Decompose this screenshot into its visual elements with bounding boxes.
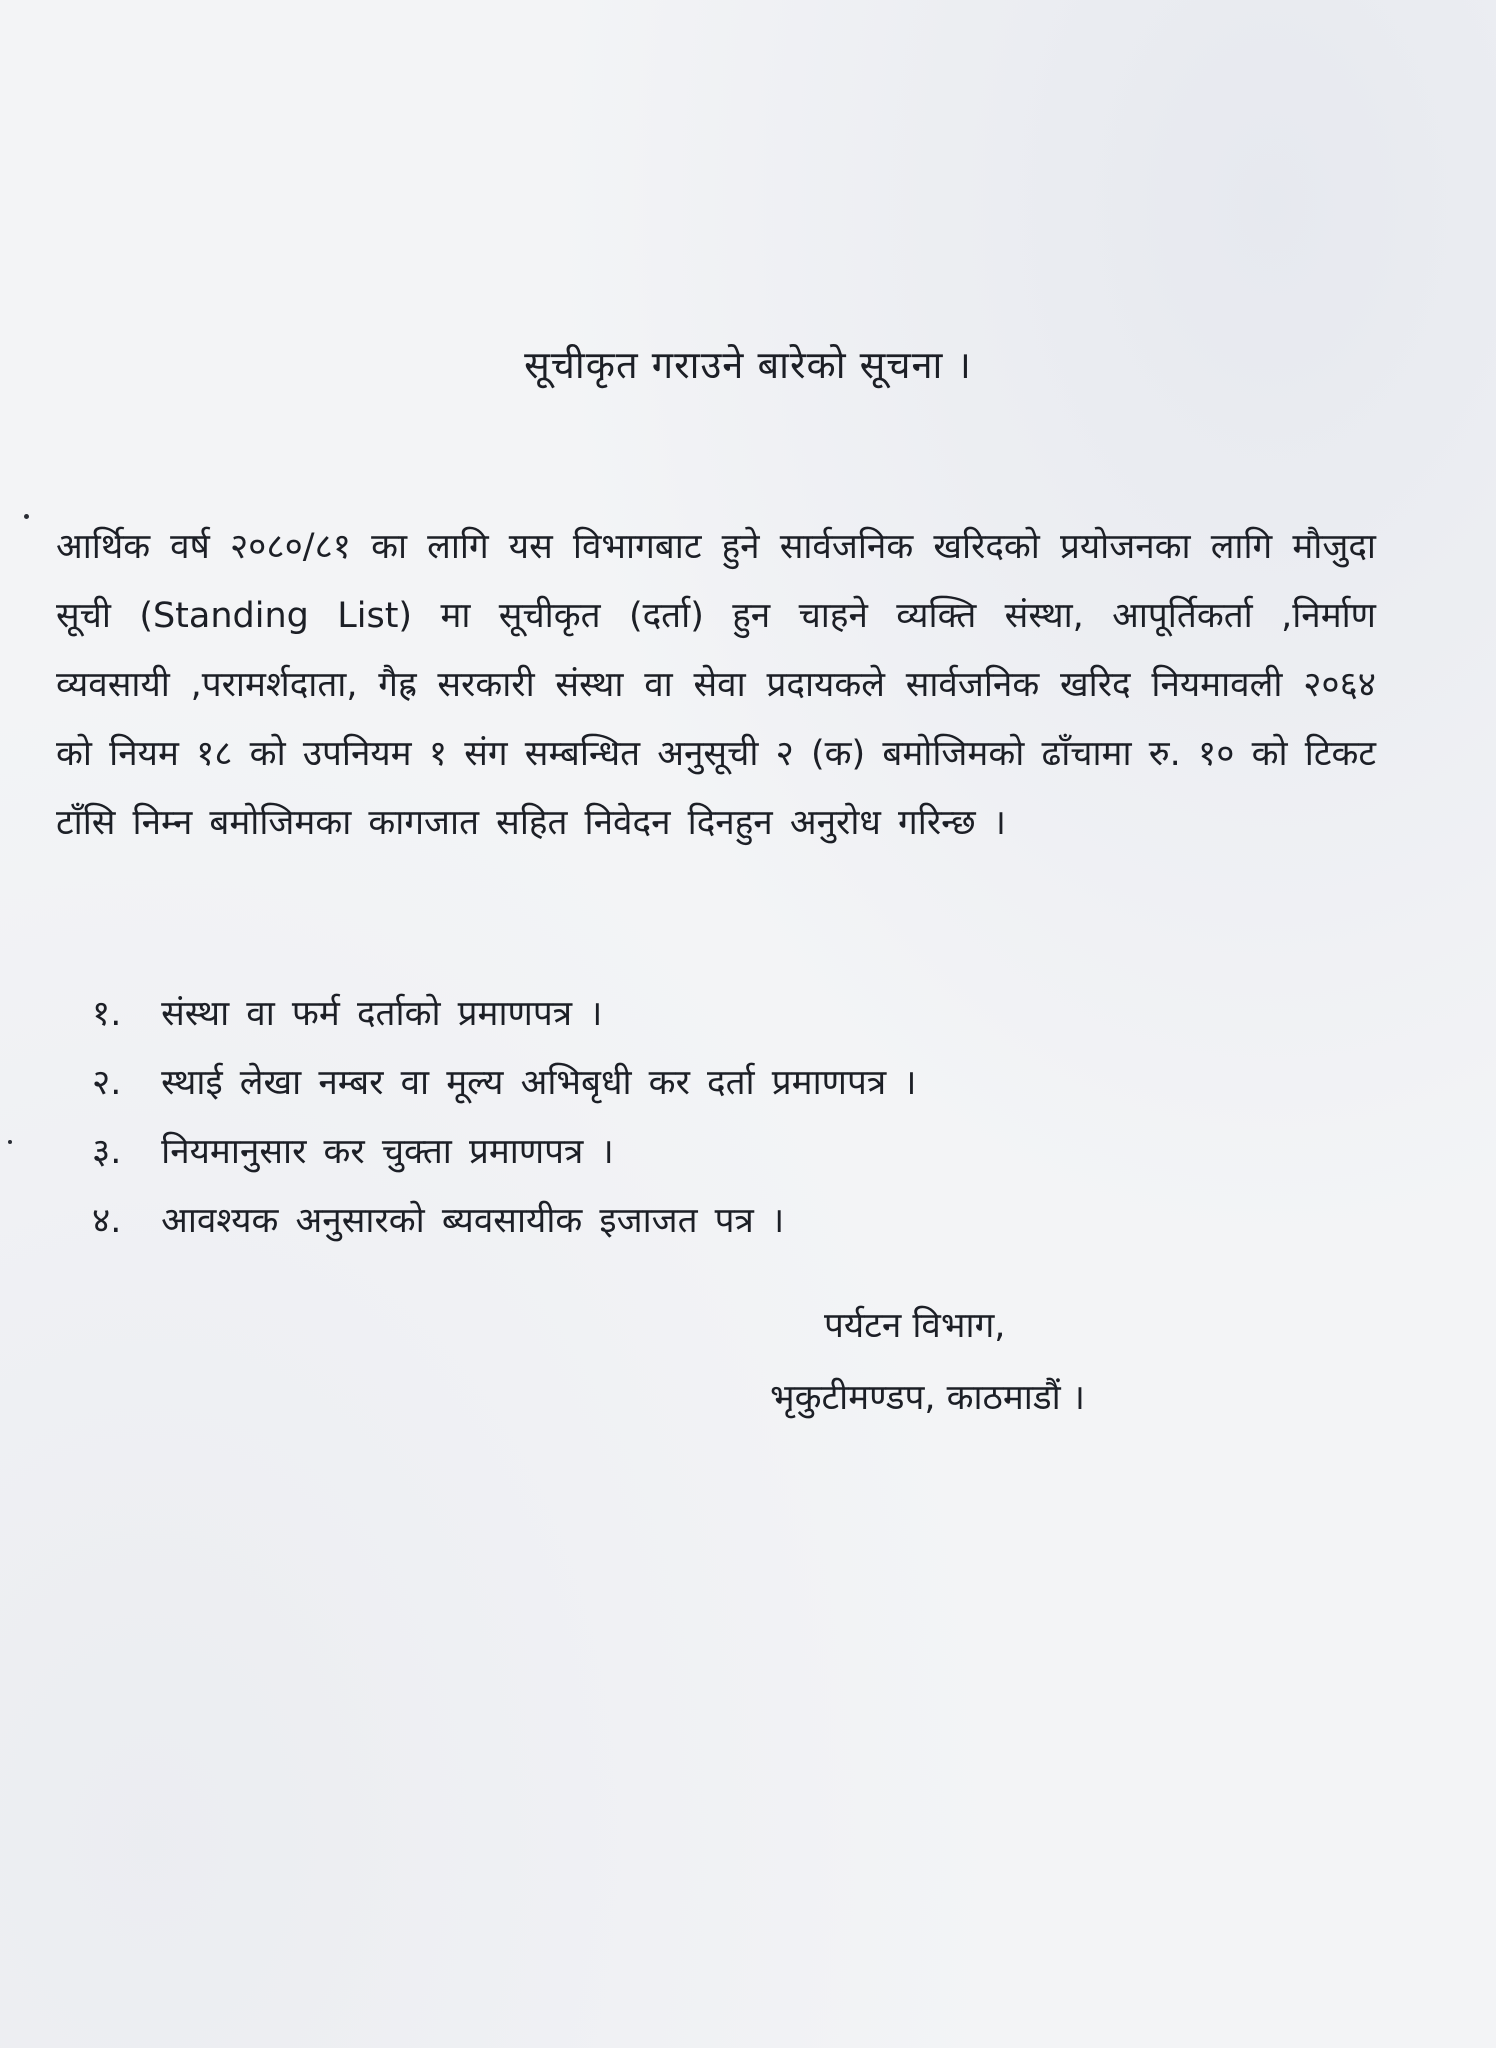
list-item-text: नियमानुसार कर चुक्ता प्रमाणपत्र । xyxy=(161,1132,614,1172)
list-item xyxy=(92,1118,1292,1187)
signature-block xyxy=(770,1290,1085,1434)
notice-title: सूचीकृत गराउने बारेको सूचना । xyxy=(524,343,972,387)
list-item-number: ४. xyxy=(92,1201,122,1241)
required-documents-list xyxy=(92,980,1292,1256)
list-item-number: १. xyxy=(92,994,122,1034)
list-item-number: ३. xyxy=(92,1132,122,1172)
list-item xyxy=(92,980,1292,1049)
notice-body-paragraph: आर्थिक वर्ष २०८०/८१ का लागि यस विभागबाट हुने सार्वजनिक खरिदको प्रयोजनका लागि मौजुदा सूची (Standing List) मा सूचीकृत (दर्ता) हुन चाहने व्यक्ति संस्था, आपूर्तिकर्ता ,निर्माण व्यवसायी ,परामर्शदाता, गैह्र सरकारी संस्था वा सेवा प्रदायकले सार्वजनिक खरिद नियमावली २०६४ को नियम १८ को उपनियम १ संग सम्बन्धित अनुसूची २ (क) बमोजिमको ढाँचामा रु. १० को टिकट टाँसि निम्न बमोजिमका कागजात सहित निवेदन दिनहुन अनुरोध गरिन्छ । xyxy=(56,527,1376,843)
list-item xyxy=(92,1049,1292,1118)
margin-dot-mark xyxy=(8,1140,12,1144)
list-item xyxy=(92,1187,1292,1256)
bullet-dot-mark xyxy=(24,514,29,519)
list-item-text: संस्था वा फर्म दर्ताको प्रमाणपत्र । xyxy=(161,994,603,1034)
list-item-number: २. xyxy=(92,1063,122,1103)
signature-office: पर्यटन विभाग, xyxy=(824,1306,1006,1346)
list-item-text: आवश्यक अनुसारको ब्यवसायीक इजाजत पत्र । xyxy=(161,1201,785,1241)
signature-location: भृकुटीमण्डप, काठमाडौं । xyxy=(770,1378,1086,1418)
list-item-text: स्थाई लेखा नम्बर वा मूल्य अभिबृधी कर दर्ता प्रमाणपत्र । xyxy=(161,1063,917,1103)
